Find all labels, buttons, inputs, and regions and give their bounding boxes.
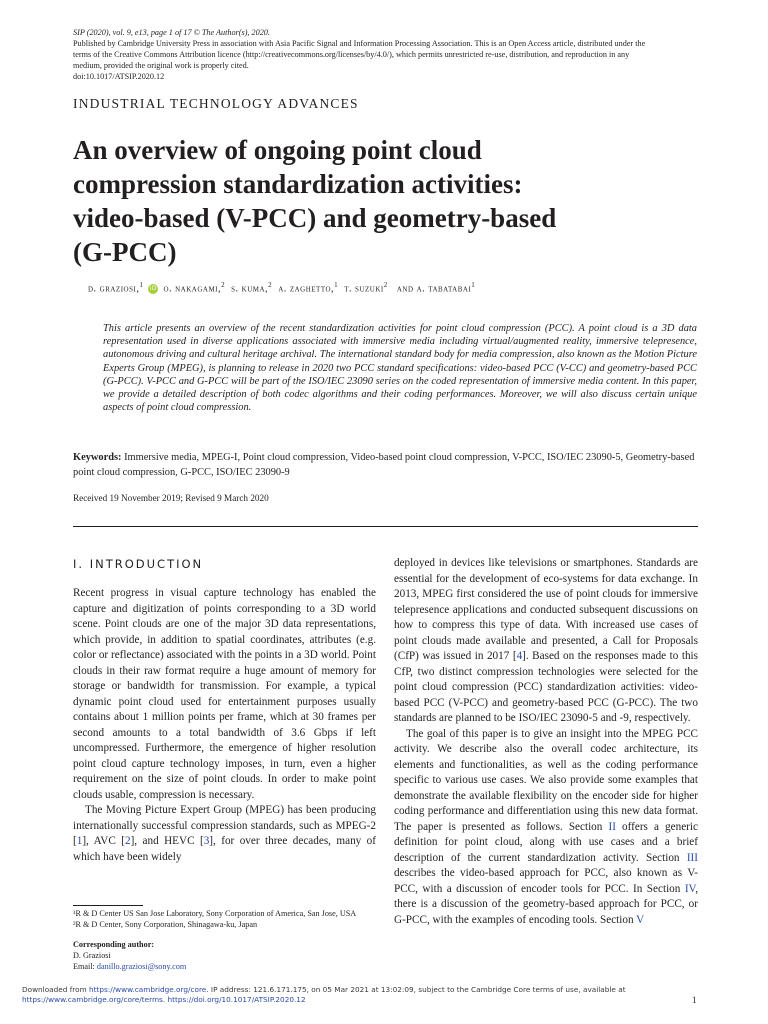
author-name[interactable]: o. nakagami, <box>163 283 222 295</box>
license-line: medium, provided the original work is properly cited. <box>73 61 249 70</box>
doi-line: doi:10.1017/ATSIP.2020.12 <box>73 72 165 81</box>
affiliation-note: ²R & D Center, Sony Corporation, Shinagawa-ku, Japan <box>73 920 258 929</box>
footnote-divider <box>73 905 143 906</box>
page-number: 1 <box>692 995 697 1005</box>
corresponding-name: D. Graziosi <box>73 951 111 960</box>
keywords <box>73 451 698 480</box>
affiliation-mark: 2 <box>268 281 273 289</box>
header-meta <box>73 27 703 82</box>
affiliation-note: ¹R & D Center US San Jose Laboratory, Sony Corporation of America, San Jose, USA <box>73 909 357 918</box>
citation-link[interactable]: 1 <box>76 835 83 847</box>
author-name[interactable]: t. suzuki <box>344 283 384 295</box>
section-heading: I. INTRODUCTION <box>73 557 204 571</box>
download-notice: Downloaded from https://www.cambridge.org/core. IP address: 121.6.171.175, on 05 Mar 2021 at 13:02:09, subject to the Cambridge Core terms of use, available at https://www.cambridge.org/core/terms. https://doi.org/10.1017/ATSIP.2020.12 <box>22 985 626 1004</box>
section-link[interactable]: V <box>636 913 645 926</box>
doi-link[interactable]: https://doi.org/10.1017/ATSIP.2020.12 <box>167 995 306 1004</box>
author-name[interactable]: and a. tabatabai <box>396 283 472 295</box>
paragraph: Recent progress in visual capture technology has enabled the capture and digitization of points corresponding to a 3D world scene. Point clouds are one of the major 3D data representations, which provide, in addition to spatial coordinates, attributes (e.g. color or reflectance) associated with the points in a 3D world. Point clouds in their raw format require a huge amount of memory for storage or bandwidth for transmission. For example, a typical dynamic point cloud used for entertainment purposes usually contains about 1 million points per frame, which at 30 frames per second amounts to a total bandwidth of 3.6 Gbps if left uncompressed. Furthermore, the emergence of higher resolution point cloud capture technology imposes, in turn, even a higher requirement on the size of point clouds. In order to make point clouds usable, compression is necessary. <box>73 587 376 801</box>
affiliation-mark: 1 <box>471 281 476 289</box>
citation-line: SIP (2020), vol. 9, e13, page 1 of 17 © The Author(s), 2020. <box>73 28 270 37</box>
citation-link[interactable]: 3 <box>203 835 210 847</box>
keywords-label: Keywords: <box>73 452 122 463</box>
paragraph: deployed in devices like televisions or smartphones. Standards are essential for the development of eco-systems for data exchange. In 2013, MPEG first considered the use of point clouds for immersive telepresence applications and conducted subsequent discussions on how to compress this type of data. With increased use cases of point clouds made available and presented, a Call for Proposals (CfP) was issued in 2017 [4]. Based on the responses made to this CfP, two distinct compression technologies were selected for the point cloud compression (PCC) standardization activities: video-based PCC (V-PCC) and geometry-based PCC (G-PCC). The two standards are planned to be ISO/IEC 23090-5 and -9, respectively. <box>394 557 699 724</box>
affiliation-mark: 1 <box>334 281 339 289</box>
abstract: This article presents an overview of the recent standardization activities for point cloud compression (PCC). A point cloud is a 3D data representation used in diverse applications associated with immersive media including virtual/augmented reality, immersive telepresence, autonomous driving and cultural heritage archival. The international standard body for media compression, also known as the Motion Picture Experts Group (MPEG), is planning to release in 2020 two PCC standard specifications: video-based PCC (V-CC) and geometry-based PCC (G-PCC). V-PCC and G-PCC will be part of the ISO/IEC 23090 series on the coded representation of immersive media content. In this paper, we provide a detailed description of both codec algorithms and their coding performances. Moreover, we will also discuss certain unique aspects of point cloud compression. <box>103 323 697 414</box>
paragraph: The goal of this paper is to give an insight into the MPEG PCC activity. We describe also the overall codec architecture, its elements and functionalities, as well as the coding performance specific to various use cases. We also provide some examples that demonstrate the available flexibility on the encoder side for higher coding performance and differentiation using this new data format. The paper is presented as follows. Section II offers a generic definition for point cloud, along with use cases and a brief description of the current standardization activity. Section III describes the video-based approach for PCC, also known as V-PCC, with a discussion of encoder tools for PCC. In Section IV, there is a discussion of the geometry-based approach for PCC, or G-PCC, with the examples of encoding tools. Section V <box>394 727 698 926</box>
body-column-left <box>73 586 376 865</box>
core-link[interactable]: https://www.cambridge.org/core <box>89 985 207 994</box>
keywords-text: Immersive media, MPEG-I, Point cloud compression, Video-based point cloud compression, V-PCC, ISO/IEC 23090-5, Geometry-based point cloud compression, G-PCC, ISO/IEC 23090-9 <box>73 452 695 478</box>
divider <box>73 526 698 527</box>
email-line: Email: danillo.graziosi@sony.com <box>73 962 187 971</box>
terms-link[interactable]: https://www.cambridge.org/core/terms <box>22 995 163 1004</box>
body-column-right <box>394 556 698 928</box>
orcid-icon[interactable]: iD <box>149 285 158 293</box>
paper-title: An overview of ongoing point cloud compression standardization activities: video-based (V-PCC) and geometry-based (G-PCC) <box>73 135 557 267</box>
citation-link[interactable]: 2 <box>124 835 131 847</box>
affiliation-mark: 2 <box>383 281 388 289</box>
license-line: Published by Cambridge University Press in association with Asia Pacific Signal and Information Processing Association. This is an Open Access article, distributed under the <box>73 39 646 48</box>
email-link[interactable]: danillo.graziosi@sony.com <box>96 962 187 971</box>
citation-link[interactable]: 4 <box>516 650 523 662</box>
section-label: INDUSTRIAL TECHNOLOGY ADVANCES <box>73 96 359 111</box>
section-link[interactable]: II <box>608 820 616 833</box>
section-link[interactable]: III <box>686 851 698 864</box>
author-name[interactable]: a. zaghetto, <box>278 283 335 295</box>
affiliation-mark: 2 <box>221 281 226 289</box>
corresponding-label: Corresponding author: <box>73 940 155 949</box>
footnotes <box>73 908 383 972</box>
received-dates: Received 19 November 2019; Revised 9 March 2020 <box>73 493 269 503</box>
license-line: terms of the Creative Commons Attribution licence (http://creativecommons.org/licenses/by/4.0/), which permits unrestricted re-use, distribution, and reproduction in any <box>73 50 630 59</box>
author-name[interactable]: s. kuma, <box>231 283 269 295</box>
paragraph: The Moving Picture Expert Group (MPEG) has been producing internationally successful compression standards, such as MPEG-2 [1], AVC [2], and HEVC [3], for over three decades, many of which have been widely <box>73 804 376 863</box>
author-list <box>88 281 475 294</box>
author-name[interactable]: d. graziosi, <box>88 283 140 295</box>
affiliation-mark: 1 <box>139 281 144 289</box>
section-link[interactable]: IV <box>684 882 696 895</box>
